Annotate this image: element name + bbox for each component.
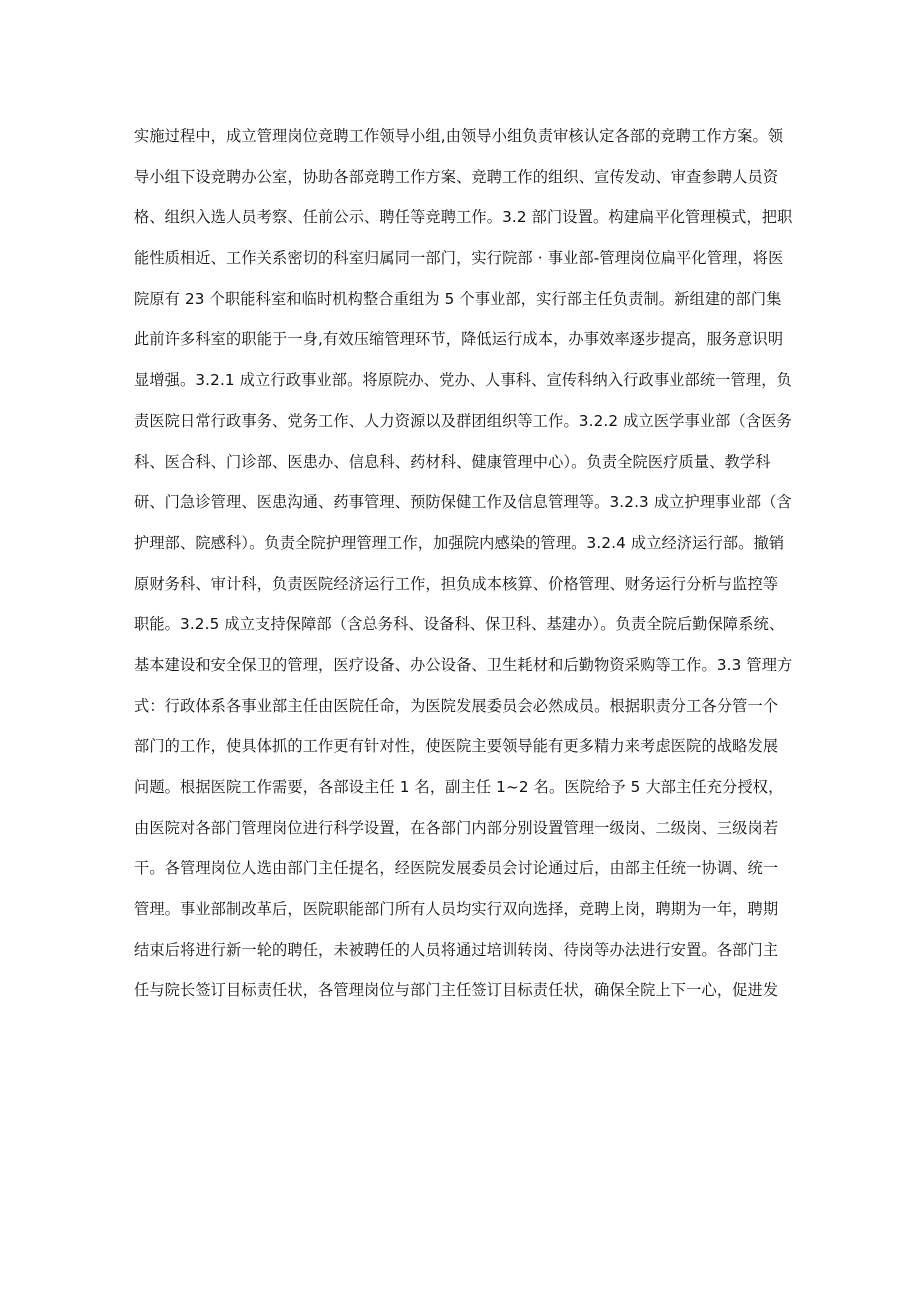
text-line: 实施过程中，成立管理岗位竞聘工作领导小组,由领导小组负责审核认定各部的竞聘工作方案。领 bbox=[134, 127, 784, 145]
text-line: 研、门急诊管理、医患沟通、药事管理、预防保健工作及信息管理等。3.2.3 成立护理事业部（含 bbox=[134, 493, 792, 512]
text-line: 科、医合科、门诊部、医患办、信息科、药材科、健康管理中心）。负责全院医疗质量、教学科 bbox=[134, 452, 771, 471]
text-line: 问题。根据医院工作需要，各部设主任 1 名，副主任 1~2 名。医院给予 5 大部主任充分授权， bbox=[134, 778, 784, 796]
text-line: 任与院长签订目标责任状，各管理岗位与部门主任签订目标责任状，确保全院上下一心，促进发 bbox=[134, 981, 779, 1000]
text-line: 管理。事业部制改革后，医院职能部门所有人员均实行双向选择，竞聘上岗，聘期为一年，聘期 bbox=[134, 900, 779, 919]
text-line: 格、组织入选人员考察、任前公示、聘任等竞聘工作。3.2 部门设置。构建扁平化管理模式，把职 bbox=[134, 208, 793, 227]
text-line: 显增强。3.2.1 成立行政事业部。将原院办、党办、人事科、宣传科纳入行政事业部统一管理，负 bbox=[134, 371, 792, 390]
body-text bbox=[134, 119, 814, 1014]
text-line: 院原有 23 个职能科室和临时机构整合重组为 5 个事业部，实行部主任负责制。新组建的部门集 bbox=[134, 289, 782, 308]
text-line: 结束后将进行新一轮的聘任，未被聘任的人员将通过培训转岗、待岗等办法进行安置。各部门主 bbox=[134, 940, 779, 959]
text-line: 能性质相近、工作关系密切的科室归属同一部门，实行院部 · 事业部-管理岗位扁平化管理，将医 bbox=[134, 249, 784, 268]
text-line: 责医院日常行政事务、党务工作、人力资源以及群团组织等工作。3.2.2 成立医学事业部（含医务 bbox=[134, 411, 792, 430]
text-line: 式：行政体系各事业部主任由医院任命，为医院发展委员会必然成员。根据职责分工各分管一个 bbox=[134, 696, 779, 715]
text-line: 原财务科、审计科，负责医院经济运行工作，担负成本核算、价格管理、财务运行分析与监控等 bbox=[134, 574, 779, 593]
text-line: 由医院对各部门管理岗位进行科学设置，在各部门内部分别设置管理一级岗、二级岗、三级岗若 bbox=[134, 818, 779, 837]
text-line: 护理部、院感科）。负责全院护理管理工作，加强院内感染的管理。3.2.4 成立经济运行部。撤销 bbox=[134, 533, 785, 552]
text-line: 基本建设和安全保卫的管理，医疗设备、办公设备、卫生耗材和后勤物资采购等工作。3.3 管理方 bbox=[134, 655, 793, 674]
text-line: 部门的工作，使具体抓的工作更有针对性，使医院主要领导能有更多精力来考虑医院的战略发展 bbox=[134, 737, 779, 756]
text-line: 导小组下设竞聘办公室，协助各部竞聘工作方案、竞聘工作的组织、宣传发动、审查参聘人员资 bbox=[134, 167, 779, 186]
text-line: 此前许多科室的职能于一身,有效压缩管理环节，降低运行成本，办事效率逐步提高，服务意识明 bbox=[134, 330, 784, 349]
text-line: 干。各管理岗位人选由部门主任提名，经医院发展委员会讨论通过后，由部主任统一协调、统一 bbox=[134, 859, 779, 878]
text-line: 职能。3.2.5 成立支持保障部（含总务科、设备科、保卫科、基建办）。负责全院后勤保障系统、 bbox=[134, 615, 785, 634]
